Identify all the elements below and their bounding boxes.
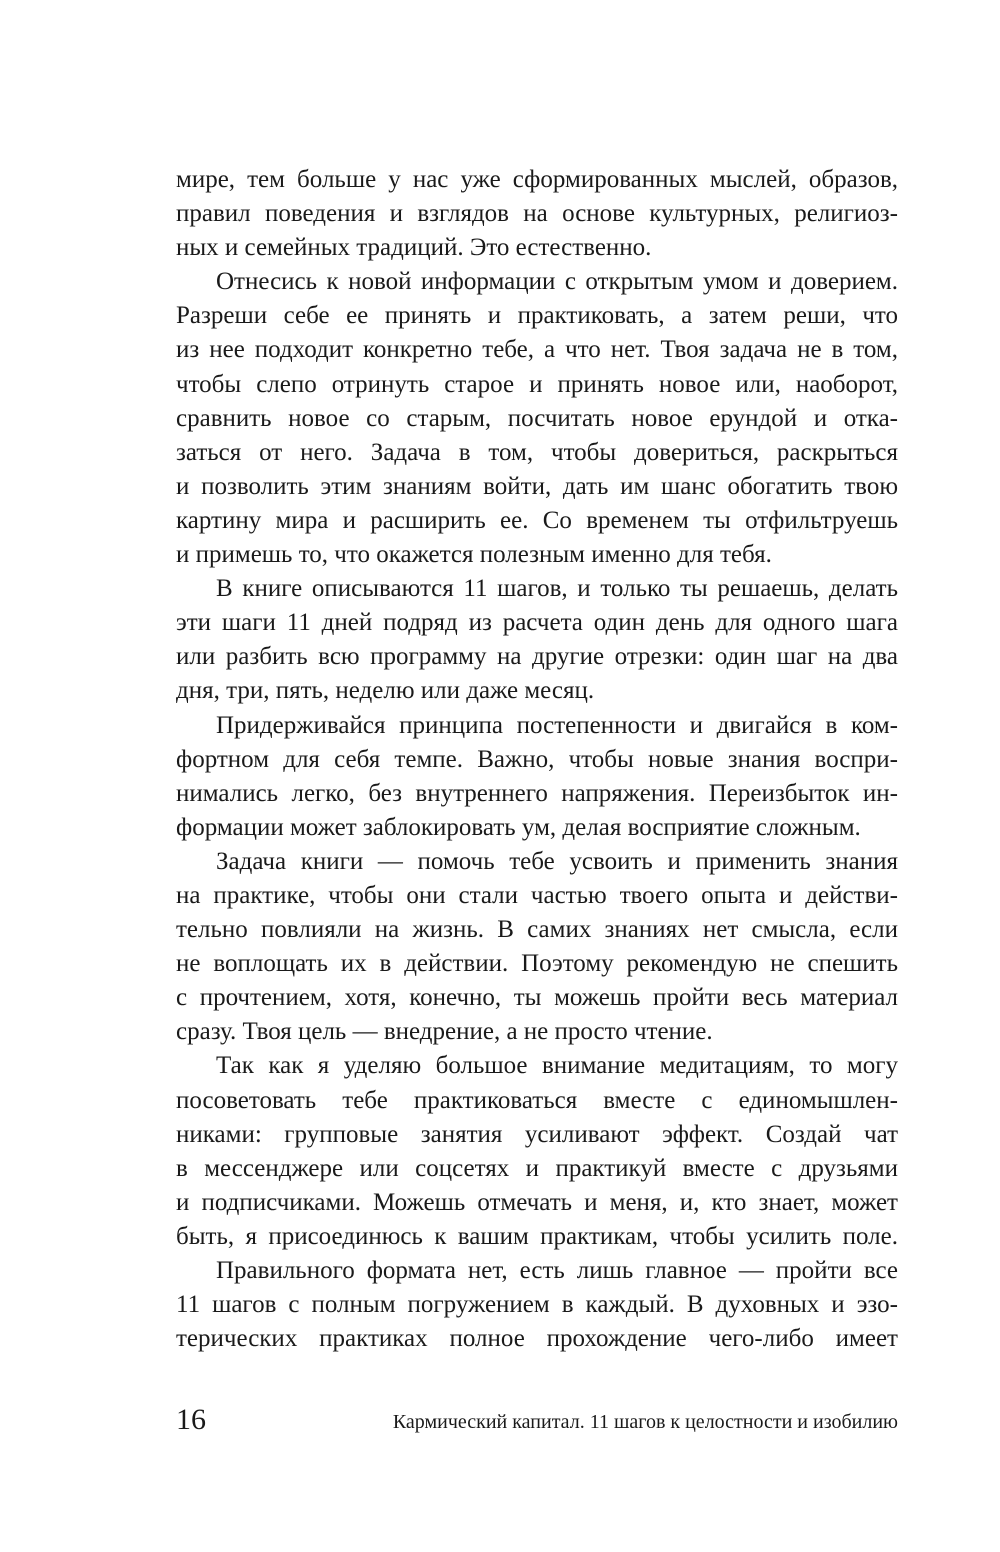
text-line: с прочтением, хотя, конечно, ты можешь пройти весь материал bbox=[176, 984, 898, 1012]
text-line: Разреши себе ее принять и практиковать, а затем реши, что bbox=[176, 302, 898, 330]
text-line: из нее подходит конкретно тебе, а что нет. Твоя задача не в том, bbox=[176, 336, 898, 364]
text-line: эти шаги 11 дней подряд из расчета один день для одного шага bbox=[176, 609, 898, 637]
text-line: заться от него. Задача в том, чтобы довериться, раскрыться bbox=[176, 438, 898, 466]
text-line: тельно повлияли на жизнь. В самих знаниях нет смысла, если bbox=[176, 916, 898, 944]
text-line: Отнесись к новой информации с открытым умом и доверием. bbox=[216, 268, 898, 296]
text-line: на практике, чтобы они стали частью твоего опыта и действи- bbox=[176, 881, 898, 909]
page-text bbox=[176, 163, 898, 1356]
text-line: картину мира и расширить ее. Со временем ты отфильтруешь bbox=[176, 506, 898, 534]
text-line: ных и семейных традиций. Это естественно. bbox=[176, 234, 652, 262]
text-line: сравнить новое со старым, посчитать новое ерундой и отка- bbox=[176, 404, 898, 432]
text-line: Правильного формата нет, есть лишь главное — пройти все bbox=[216, 1257, 898, 1284]
text-line: посоветовать тебе практиковаться вместе с единомышлен- bbox=[176, 1086, 898, 1114]
text-line: терических практиках полное прохождение чего-либо имеет bbox=[176, 1325, 898, 1353]
text-line: формации может заблокировать ум, делая восприятие сложным. bbox=[176, 813, 861, 841]
text-line: Задача книги — помочь тебе усвоить и применить знания bbox=[216, 847, 898, 875]
text-line: или разбить всю программу на другие отрезки: один шаг на два bbox=[176, 643, 898, 671]
text-line: и позволить этим знаниям войти, дать им шанс обогатить твою bbox=[176, 472, 898, 500]
text-line: сразу. Твоя цель — внедрение, а не просто чтение. bbox=[176, 1018, 713, 1046]
text-line: В книге описываются 11 шагов, и только ты решаешь, делать bbox=[216, 575, 898, 603]
text-line: никами: групповые занятия усиливают эффект. Создай чат bbox=[176, 1120, 898, 1148]
page-footer bbox=[176, 1400, 898, 1440]
text-line: чтобы слепо отринуть старое и принять новое или, наоборот, bbox=[176, 370, 898, 398]
page-number: 16 bbox=[176, 1403, 206, 1436]
text-line: дня, три, пять, неделю или даже месяц. bbox=[176, 677, 595, 705]
text-line: правил поведения и взглядов на основе культурных, религиоз- bbox=[176, 200, 898, 228]
text-line: нимались легко, без внутреннего напряжения. Переизбыток ин- bbox=[176, 779, 898, 807]
text-line: Придерживайся принципа постепенности и двигайся в ком- bbox=[216, 711, 898, 739]
text-line: мире, тем больше у нас уже сформированных мыслей, образов, bbox=[176, 166, 898, 193]
text-line: Так как я уделяю большое внимание медитациям, то могу bbox=[216, 1052, 898, 1080]
text-line: в мессенджере или соцсетях и практикуй вместе с друзьями bbox=[176, 1154, 898, 1182]
text-line: фортном для себя темпе. Важно, чтобы новые знания воспри- bbox=[176, 745, 898, 773]
text-line: быть, я присоединюсь к вашим практикам, чтобы усилить поле. bbox=[176, 1222, 898, 1250]
text-line: 11 шагов с полным погружением в каждый. В духовных и эзо- bbox=[176, 1291, 898, 1319]
running-head: Кармический капитал. 11 шагов к целостности и изобилию bbox=[392, 1411, 898, 1433]
text-line: и примешь то, что окажется полезным именно для тебя. bbox=[176, 541, 772, 569]
text-line: не воплощать их в действии. Поэтому рекомендую не спешить bbox=[176, 950, 898, 978]
text-line: и подписчиками. Можешь отмечать и меня, и, кто знает, может bbox=[176, 1188, 898, 1216]
